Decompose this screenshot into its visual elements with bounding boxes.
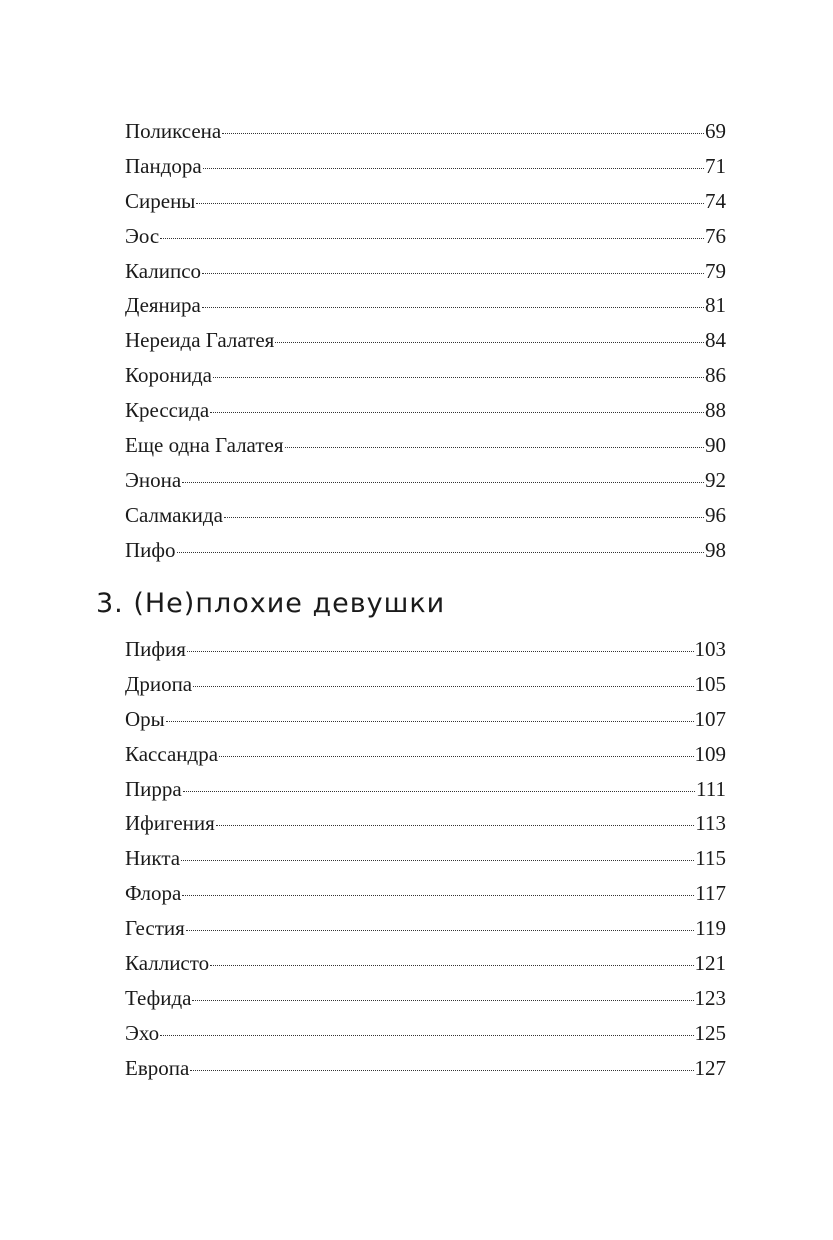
toc-entry-title: Ифигения	[125, 811, 215, 836]
dot-leader	[219, 756, 693, 757]
toc-entry[interactable]	[125, 911, 726, 946]
dot-leader	[196, 203, 704, 204]
toc-entry-title: Каллисто	[125, 951, 210, 976]
dot-leader	[285, 447, 705, 448]
toc-entry-page: 117	[695, 881, 726, 906]
dot-leader	[192, 1000, 693, 1001]
toc-list	[125, 114, 726, 568]
toc-entry-page: 84	[705, 328, 726, 353]
toc-entry[interactable]	[125, 428, 726, 463]
toc-entry[interactable]	[125, 393, 726, 428]
dot-leader	[182, 482, 704, 483]
toc-entry[interactable]	[125, 1051, 726, 1086]
toc-entry-title: Эхо	[125, 1020, 160, 1045]
toc-entry-title: Оры	[125, 706, 165, 731]
dot-leader	[275, 342, 704, 343]
toc-entry-page: 115	[695, 846, 726, 871]
toc-entry-title: Европа	[125, 1055, 190, 1080]
toc-entry-page: 119	[695, 916, 726, 941]
toc-entry-page: 107	[694, 706, 726, 731]
toc-entry[interactable]	[125, 667, 726, 702]
dot-leader	[203, 168, 704, 169]
toc-entry-page: 103	[694, 637, 726, 661]
toc-entry-page: 71	[705, 153, 726, 178]
toc-entry-title: Поликсена	[125, 119, 222, 143]
toc-entry[interactable]	[125, 876, 726, 911]
dot-leader	[183, 791, 695, 792]
dot-leader	[181, 860, 694, 861]
toc-entry-title: Крессида	[125, 398, 210, 423]
toc-entry-page: 74	[705, 188, 726, 213]
dot-leader	[213, 377, 704, 378]
dot-leader	[160, 1035, 693, 1036]
toc-entry-title: Гестия	[125, 916, 185, 941]
toc-entry[interactable]	[125, 323, 726, 358]
toc-entry-title: Деянира	[125, 293, 201, 318]
dot-leader	[224, 517, 704, 518]
toc-entry-page: 125	[694, 1020, 726, 1045]
toc-entry-page: 92	[705, 467, 726, 492]
toc-entry[interactable]	[125, 981, 726, 1016]
dot-leader	[202, 307, 704, 308]
toc-entry-page: 88	[705, 398, 726, 423]
toc-entry-title: Флора	[125, 881, 182, 906]
dot-leader	[222, 133, 704, 134]
toc-entry[interactable]	[125, 219, 726, 254]
toc-entry-page: 105	[694, 671, 726, 696]
toc-entry-title: Нереида Галатея	[125, 328, 275, 353]
toc-entry-title: Энона	[125, 467, 182, 492]
toc-entry-page: 79	[705, 258, 726, 283]
toc-entry[interactable]	[125, 358, 726, 393]
dot-leader	[177, 552, 704, 553]
toc-entry[interactable]	[125, 946, 726, 981]
toc-entry-page: 111	[696, 776, 726, 801]
toc-entry[interactable]	[125, 463, 726, 498]
toc-entry[interactable]	[125, 533, 726, 568]
toc-entry[interactable]	[125, 498, 726, 533]
toc-entry[interactable]	[125, 114, 726, 149]
toc-entry-title: Еще одна Галатея	[125, 433, 284, 458]
toc-entry-title: Кассандра	[125, 741, 219, 766]
toc-entry-title: Пирра	[125, 776, 182, 801]
dot-leader	[187, 651, 694, 652]
toc-entry-title: Дриопа	[125, 671, 193, 696]
toc-entry-page: 90	[705, 433, 726, 458]
toc-entry-title: Тефида	[125, 985, 192, 1010]
toc-list	[125, 632, 726, 1086]
toc-entry-page: 81	[705, 293, 726, 318]
toc-entry-page: 123	[694, 985, 726, 1010]
toc-entry-title: Никта	[125, 846, 181, 871]
toc-entry[interactable]	[125, 288, 726, 323]
section-heading: 3. (Не)плохие девушки	[96, 588, 446, 619]
dot-leader	[210, 412, 704, 413]
toc-entry[interactable]	[125, 737, 726, 772]
toc-entry-page: 113	[695, 811, 726, 836]
toc-entry-title: Сирены	[125, 188, 196, 213]
toc-entry[interactable]	[125, 254, 726, 289]
toc-entry-title: Пифо	[125, 537, 176, 562]
toc-entry[interactable]	[125, 149, 726, 184]
dot-leader	[182, 895, 694, 896]
toc-entry[interactable]	[125, 806, 726, 841]
dot-leader	[202, 273, 704, 274]
toc-entry-page: 86	[705, 363, 726, 388]
toc-entry-title: Пифия	[125, 637, 186, 661]
dot-leader	[216, 825, 694, 826]
toc-entry-page: 98	[705, 537, 726, 562]
toc-entry-page: 121	[694, 951, 726, 976]
toc-entry-title: Пандора	[125, 153, 202, 178]
toc-entry[interactable]	[125, 1016, 726, 1051]
dot-leader	[210, 965, 693, 966]
toc-entry-title: Салмакида	[125, 502, 223, 527]
dot-leader	[160, 238, 704, 239]
dot-leader	[166, 721, 694, 722]
toc-entry[interactable]	[125, 841, 726, 876]
toc-entry-title: Эос	[125, 223, 160, 248]
toc-entry-page: 69	[705, 119, 726, 143]
toc-entry[interactable]	[125, 702, 726, 737]
dot-leader	[186, 930, 694, 931]
toc-entry-title: Калипсо	[125, 258, 202, 283]
dot-leader	[193, 686, 693, 687]
toc-entry-title: Коронида	[125, 363, 212, 388]
toc-entry[interactable]	[125, 632, 726, 667]
toc-entry[interactable]	[125, 184, 726, 219]
toc-entry-page: 76	[705, 223, 726, 248]
toc-entry[interactable]	[125, 772, 726, 807]
toc-entry-page: 127	[694, 1055, 726, 1080]
dot-leader	[190, 1070, 693, 1071]
toc-entry-page: 109	[694, 741, 726, 766]
toc-entry-page: 96	[705, 502, 726, 527]
